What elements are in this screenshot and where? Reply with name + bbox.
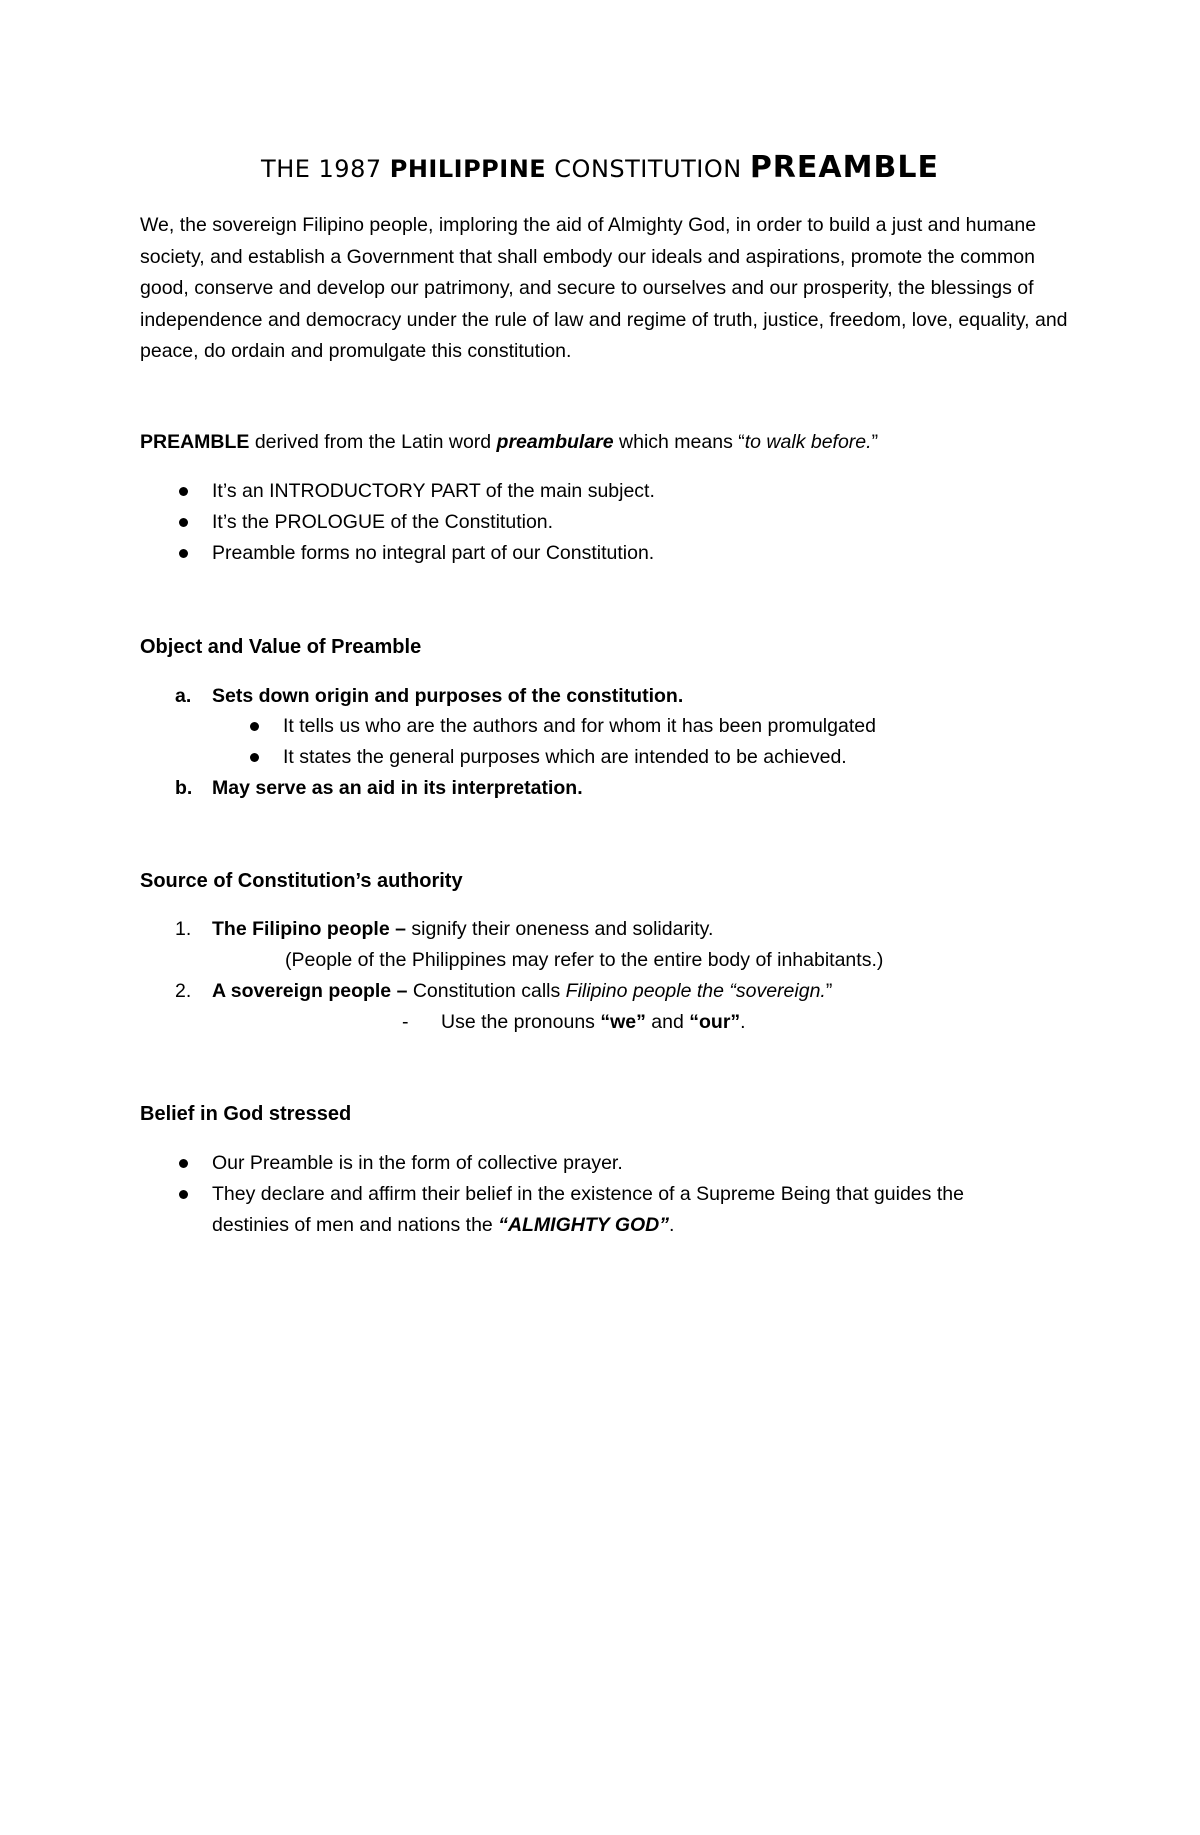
definition-text-1: derived from the Latin word	[249, 431, 497, 453]
item-b-text: May serve as an aid in its interpretation.	[212, 777, 583, 799]
source-item-2-end: ”	[825, 980, 833, 1002]
dash-text-1: Use the pronouns	[441, 1011, 601, 1033]
title-part-1: THE 1987	[261, 155, 390, 183]
source-item-1-text: signify their oneness and solidarity.	[405, 918, 714, 940]
item-label-a: a.	[175, 685, 192, 707]
item-number-1: 1.	[175, 918, 192, 940]
section-heading-source: Source of Constitution’s authority	[140, 870, 463, 892]
dash-end: .	[740, 1011, 746, 1033]
source-item-2-bold: A sovereign people –	[212, 980, 408, 1002]
definition-term: PREAMBLE	[140, 431, 250, 453]
list-item: They declare and affirm their belief in the existence of a Supreme Being that guides the	[212, 1183, 964, 1205]
source-item-2	[212, 978, 832, 1004]
almighty-god-emphasis: “ALMIGHTY GOD”	[498, 1214, 669, 1236]
source-item-2-italic: Filipino people the “sovereign.	[565, 980, 826, 1002]
dash-we: “we”	[600, 1011, 646, 1033]
preamble-paragraph: We, the sovereign Filipino people, imploring the aid of Almighty God, in order to build a just and humane society, and establish a Government that shall embody our ideals and aspirations, promote the common good, conserve and develop our patrimony, and secure to ourselves and our prosperity, the blessings of independence and democracy under the rule of law and regime of truth, justice, freedom, love, equality, and peace, do ordain and promulgate this constitution.	[140, 214, 1068, 362]
title-part-2: PHILIPPINE	[389, 155, 547, 183]
definition-text-3: ”	[871, 431, 879, 453]
item-a-text: Sets down origin and purposes of the constitution.	[212, 685, 684, 707]
page-title	[0, 150, 1200, 185]
list-item: Preamble forms no integral part of our Constitution.	[212, 542, 655, 564]
source-item-1-note: (People of the Philippines may refer to the entire body of inhabitants.)	[285, 949, 884, 971]
list-item: It tells us who are the authors and for whom it has been promulgated	[283, 715, 876, 737]
dash-our: “our”	[689, 1011, 741, 1033]
title-part-4: PREAMBLE	[749, 150, 939, 185]
list-item: It states the general purposes which are intended to be achieved.	[283, 746, 847, 768]
dash-line	[441, 1009, 746, 1035]
item-label-b: b.	[175, 777, 193, 799]
definition-text-2: which means “	[613, 431, 745, 453]
definition-meaning: to walk before.	[744, 431, 872, 453]
list-item: Our Preamble is in the form of collective prayer.	[212, 1152, 623, 1174]
definition-line	[140, 429, 878, 455]
title-part-3: CONSTITUTION	[546, 155, 750, 183]
source-item-2-text: Constitution calls	[407, 980, 566, 1002]
list-item: It’s the PROLOGUE of the Constitution.	[212, 511, 554, 533]
section-heading-object: Object and Value of Preamble	[140, 636, 422, 658]
source-item-1-bold: The Filipino people –	[212, 918, 406, 940]
list-item: It’s an INTRODUCTORY PART of the main subject.	[212, 480, 655, 502]
dash-and: and	[645, 1011, 690, 1033]
belief-end: .	[669, 1214, 675, 1236]
definition-latin: preambulare	[496, 431, 614, 453]
section-heading-belief: Belief in God stressed	[140, 1103, 352, 1125]
belief-text: destinies of men and nations the	[212, 1214, 499, 1236]
source-item-1	[212, 916, 713, 942]
item-number-2: 2.	[175, 980, 192, 1002]
list-item-continuation	[212, 1212, 674, 1238]
dash-marker: -	[402, 1011, 409, 1033]
